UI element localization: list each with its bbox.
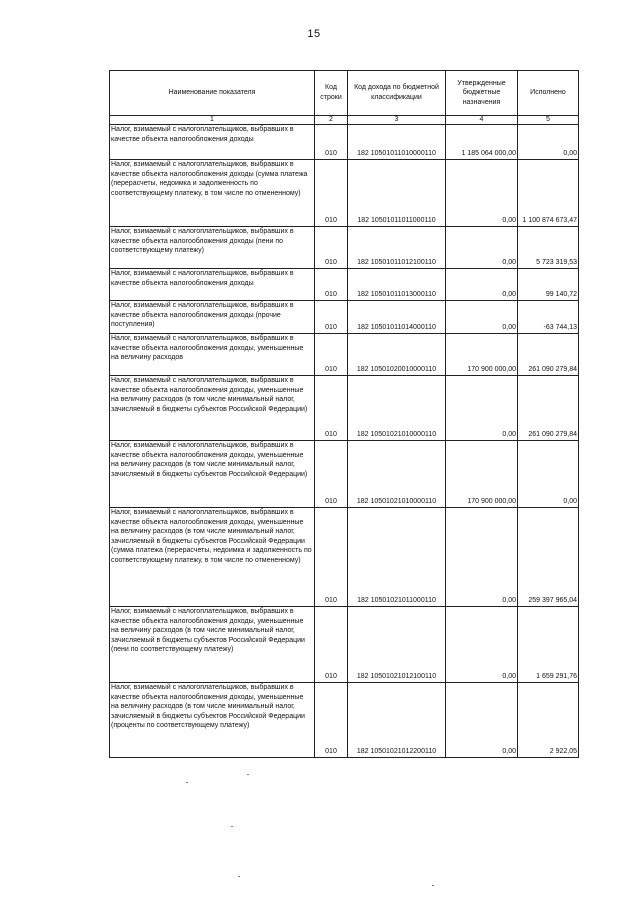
row-income-code: 182 10501020010000110	[348, 334, 446, 376]
column-number: 3	[348, 116, 446, 125]
row-approved: 0,00	[446, 376, 518, 441]
row-income-code: 182 10501011012100110	[348, 227, 446, 269]
table-row	[110, 301, 579, 334]
row-line-code: 010	[315, 376, 348, 441]
column-number: 2	[315, 116, 348, 125]
header-line-code: Код строки	[315, 71, 348, 116]
column-number: 4	[446, 116, 518, 125]
row-income-code: 182 10501021012200110	[348, 683, 446, 758]
row-line-code: 010	[315, 683, 348, 758]
row-executed: 0,00	[518, 441, 579, 508]
row-executed: 261 090 279,84	[518, 376, 579, 441]
row-executed: 2 922,05	[518, 683, 579, 758]
row-income-code: 182 10501021011000110	[348, 508, 446, 607]
row-approved: 0,00	[446, 160, 518, 227]
row-line-code: 010	[315, 441, 348, 508]
row-indicator-name: Налог, взимаемый с налогоплательщиков, выбравших в качестве объекта налогообложения доходы	[110, 125, 315, 160]
row-income-code: 182 10501011010000110	[348, 125, 446, 160]
scan-speck	[432, 885, 434, 886]
row-line-code: 010	[315, 227, 348, 269]
row-indicator-name: Налог, взимаемый с налогоплательщиков, выбравших в качестве объекта налогообложения доходы, уменьшенные на величину расходов (в том числе минимальный налог, зачисляемый в бюджеты субъектов Российской Федерации (проценты по соответствующему платежу)	[110, 683, 315, 758]
row-indicator-name: Налог, взимаемый с налогоплательщиков, выбравших в качестве объекта налогообложения доходы, уменьшенные на величину расходов (в том числе минимальный налог, зачисляемый в бюджеты субъектов Российской Федерации)	[110, 376, 315, 441]
table-row	[110, 607, 579, 683]
row-line-code: 010	[315, 160, 348, 227]
row-line-code: 010	[315, 508, 348, 607]
row-approved: 0,00	[446, 683, 518, 758]
scan-speck	[231, 826, 233, 827]
row-executed: 0,00	[518, 125, 579, 160]
table-header-row	[110, 71, 579, 116]
row-line-code: 010	[315, 607, 348, 683]
table-row	[110, 508, 579, 607]
header-approved: Утвержденные бюджетные назначения	[446, 71, 518, 116]
scan-speck	[238, 876, 240, 877]
row-line-code: 010	[315, 125, 348, 160]
row-indicator-name: Налог, взимаемый с налогоплательщиков, выбравших в качестве объекта налогообложения доходы (прочие поступления)	[110, 301, 315, 334]
row-line-code: 010	[315, 334, 348, 376]
budget-execution-table	[109, 70, 579, 758]
row-executed: 1 100 874 673,47	[518, 160, 579, 227]
column-numbers-row	[110, 116, 579, 125]
row-approved: 0,00	[446, 269, 518, 301]
table-row	[110, 441, 579, 508]
row-indicator-name: Налог, взимаемый с налогоплательщиков, выбравших в качестве объекта налогообложения доходы, уменьшенные на величину расходов	[110, 334, 315, 376]
table-row	[110, 160, 579, 227]
row-executed: 259 397 965,04	[518, 508, 579, 607]
row-executed: 99 140,72	[518, 269, 579, 301]
row-income-code: 182 10501021010000110	[348, 376, 446, 441]
row-indicator-name: Налог, взимаемый с налогоплательщиков, выбравших в качестве объекта налогообложения доходы, уменьшенные на величину расходов (в том числе минимальный налог, зачисляемый в бюджеты субъектов Российской Федерации (сумма платежа (перерасчеты, недоимка и задолженность по соответствующему платежу, в том числе по отмененному)	[110, 508, 315, 607]
column-number: 5	[518, 116, 579, 125]
row-indicator-name: Налог, взимаемый с налогоплательщиков, выбравших в качестве объекта налогообложения доходы, уменьшенные на величину расходов (в том числе минимальный налог, зачисляемый в бюджеты субъектов Российской Федерации (пени по соответствующему платежу)	[110, 607, 315, 683]
row-executed: -63 744,13	[518, 301, 579, 334]
row-indicator-name: Налог, взимаемый с налогоплательщиков, выбравших в качестве объекта налогообложения доходы (пени по соответствующему платежу)	[110, 227, 315, 269]
row-income-code: 182 10501011013000110	[348, 269, 446, 301]
row-line-code: 010	[315, 269, 348, 301]
row-approved: 0,00	[446, 227, 518, 269]
row-income-code: 182 10501011011000110	[348, 160, 446, 227]
header-indicator-name: Наименование показателя	[110, 71, 315, 116]
row-income-code: 182 10501021012100110	[348, 607, 446, 683]
table-row	[110, 683, 579, 758]
header-income-code: Код дохода по бюджетной классификации	[348, 71, 446, 116]
column-number: 1	[110, 116, 315, 125]
row-approved: 0,00	[446, 607, 518, 683]
table-row	[110, 227, 579, 269]
row-approved: 1 185 064 000,00	[446, 125, 518, 160]
table-row	[110, 125, 579, 160]
row-indicator-name: Налог, взимаемый с налогоплательщиков, выбравших в качестве объекта налогообложения доходы, уменьшенные на величину расходов (в том числе минимальный налог, зачисляемый в бюджеты субъектов Российской Федерации)	[110, 441, 315, 508]
row-indicator-name: Налог, взимаемый с налогоплательщиков, выбравших в качестве объекта налогообложения доходы	[110, 269, 315, 301]
row-approved: 0,00	[446, 301, 518, 334]
row-approved: 170 900 000,00	[446, 441, 518, 508]
row-indicator-name: Налог, взимаемый с налогоплательщиков, выбравших в качестве объекта налогообложения доходы (сумма платежа (перерасчеты, недоимка и задолженность по соответствующему платежу, в том числе по отмененному)	[110, 160, 315, 227]
table-row	[110, 269, 579, 301]
row-income-code: 182 10501011014000110	[348, 301, 446, 334]
table-row	[110, 376, 579, 441]
row-executed: 1 659 291,76	[518, 607, 579, 683]
row-executed: 5 723 319,53	[518, 227, 579, 269]
page-number: 15	[307, 28, 321, 40]
row-income-code: 182 10501021010000110	[348, 441, 446, 508]
scan-speck	[247, 774, 249, 775]
row-approved: 0,00	[446, 508, 518, 607]
row-executed: 261 090 279,84	[518, 334, 579, 376]
row-line-code: 010	[315, 301, 348, 334]
table-row	[110, 334, 579, 376]
row-approved: 170 900 000,00	[446, 334, 518, 376]
header-executed: Исполнено	[518, 71, 579, 116]
scan-speck	[186, 782, 188, 783]
